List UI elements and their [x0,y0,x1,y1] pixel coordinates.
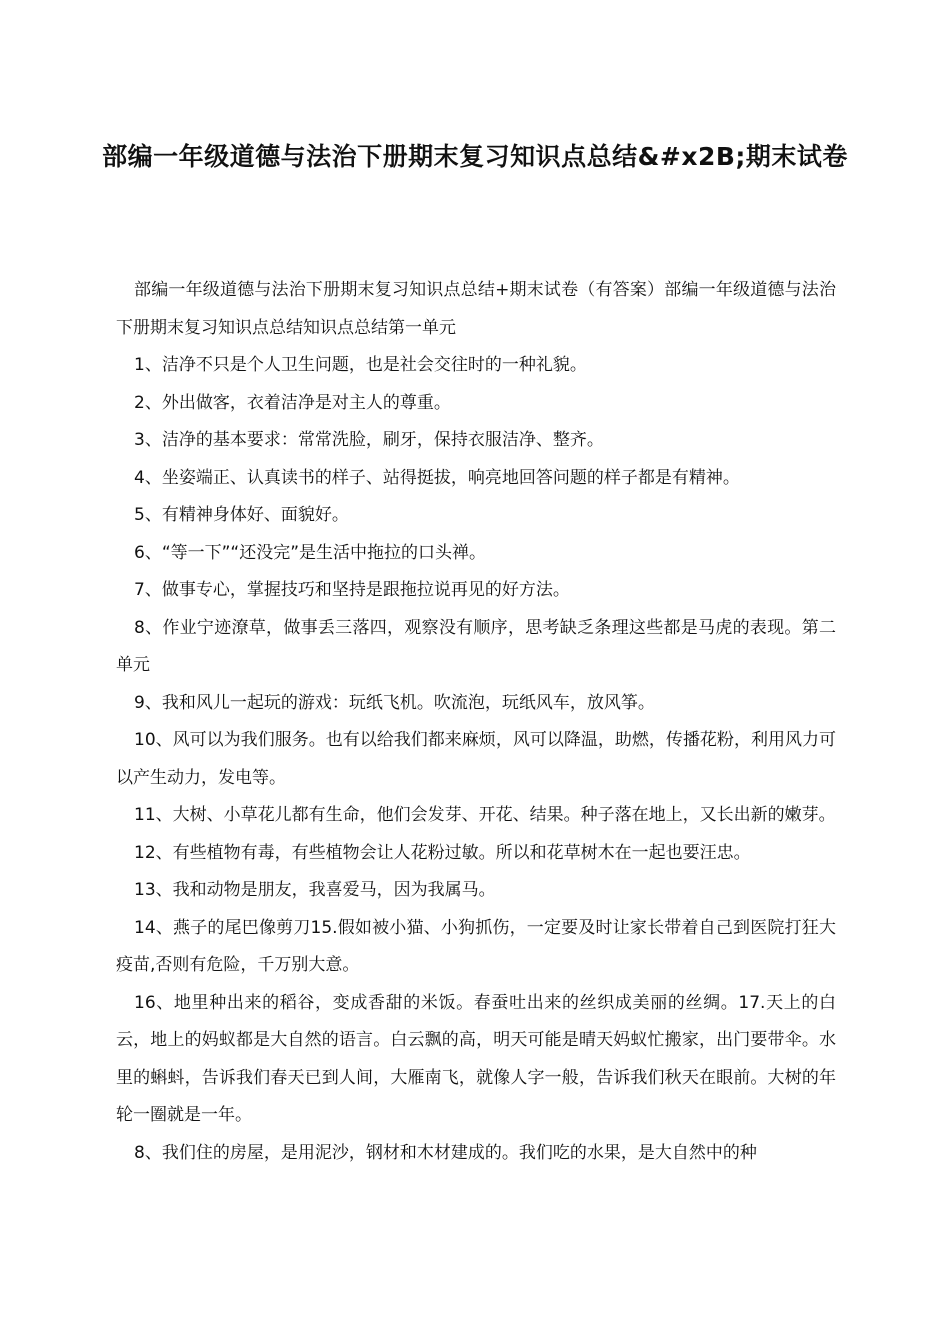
knowledge-point-paragraph: 8、作业宁迹潦草，做事丢三落四，观察没有顺序，思考缺乏条理这些都是马虎的表现。第二单元 [116,617,836,675]
knowledge-point-paragraph: 13、我和动物是朋友，我喜爱马，因为我属马。 [134,880,496,900]
knowledge-point-paragraph: 9、我和风儿一起玩的游戏：玩纸飞机。吹流泡，玩纸风车，放风筝。 [134,692,655,713]
knowledge-point-paragraph: 14、燕子的尾巴像剪刀15.假如被小猫、小狗抓伤，一定要及时让家长带着自己到医院打狂大疫苗,否则有危险，千万别大意。 [116,917,836,975]
knowledge-point-paragraph: 4、坐姿端正、认真读书的样子、站得挺拔，响亮地回答问题的样子都是有精神。 [134,467,740,488]
knowledge-point-paragraph: 1、洁净不只是个人卫生问题，也是社会交往时的一种礼貌。 [134,355,587,375]
knowledge-point-paragraph: 12、有些植物有毒，有些植物会让人花粉过敏。所以和花草树木在一起也要汪忠。 [134,842,751,863]
knowledge-point-paragraph: 6、“等一下”“还没完”是生活中拖拉的口头禅。 [134,542,487,563]
knowledge-point-paragraph: 10、风可以为我们服务。也有以给我们都来麻烦，风可以降温，助燃，传播花粉，利用风力可以产生动力，发电等。 [116,730,836,788]
knowledge-point-paragraph: 16、地里种出来的稻谷，变成香甜的米饭。春蚕吐出来的丝织成美丽的丝绸。17.天上的白云，地上的妈蚁都是大自然的语言。白云飘的高，明天可能是晴天妈蚁忙搬家，出门要带伞。水里的蝌蚪，告诉我们春天已到人间，大雁南飞，就像人字一般，告诉我们秋天在眼前。大树的年轮一圈就是一年。 [116,992,836,1125]
knowledge-point-paragraph: 11、大树、小草花儿都有生命，他们会发芽、开花、结果。种子落在地上，又长出新的嫩芽。 [134,805,836,825]
document-body [116,272,836,1172]
knowledge-point-paragraph: 5、有精神身体好、面貌好。 [134,505,349,525]
knowledge-point-paragraph: 8、我们住的房屋，是用泥沙，钢材和木材建成的。我们吃的水果，是大自然中的种 [134,1142,757,1163]
knowledge-point-paragraph: 3、洁净的基本要求：常常洗脸，刷牙，保持衣服洁净、整齐。 [134,430,604,450]
intro-paragraph: 部编一年级道德与法治下册期末复习知识点总结+期末试卷（有答案）部编一年级道德与法治下册期末复习知识点总结知识点总结第一单元 [116,280,836,338]
knowledge-point-paragraph: 7、做事专心，掌握技巧和坚持是跟拖拉说再见的好方法。 [134,580,570,600]
document-title: 部编一年级道德与法治下册期末复习知识点总结&#x2B;期末试卷 [102,142,848,171]
knowledge-point-paragraph: 2、外出做客，衣着洁净是对主人的尊重。 [134,392,451,413]
